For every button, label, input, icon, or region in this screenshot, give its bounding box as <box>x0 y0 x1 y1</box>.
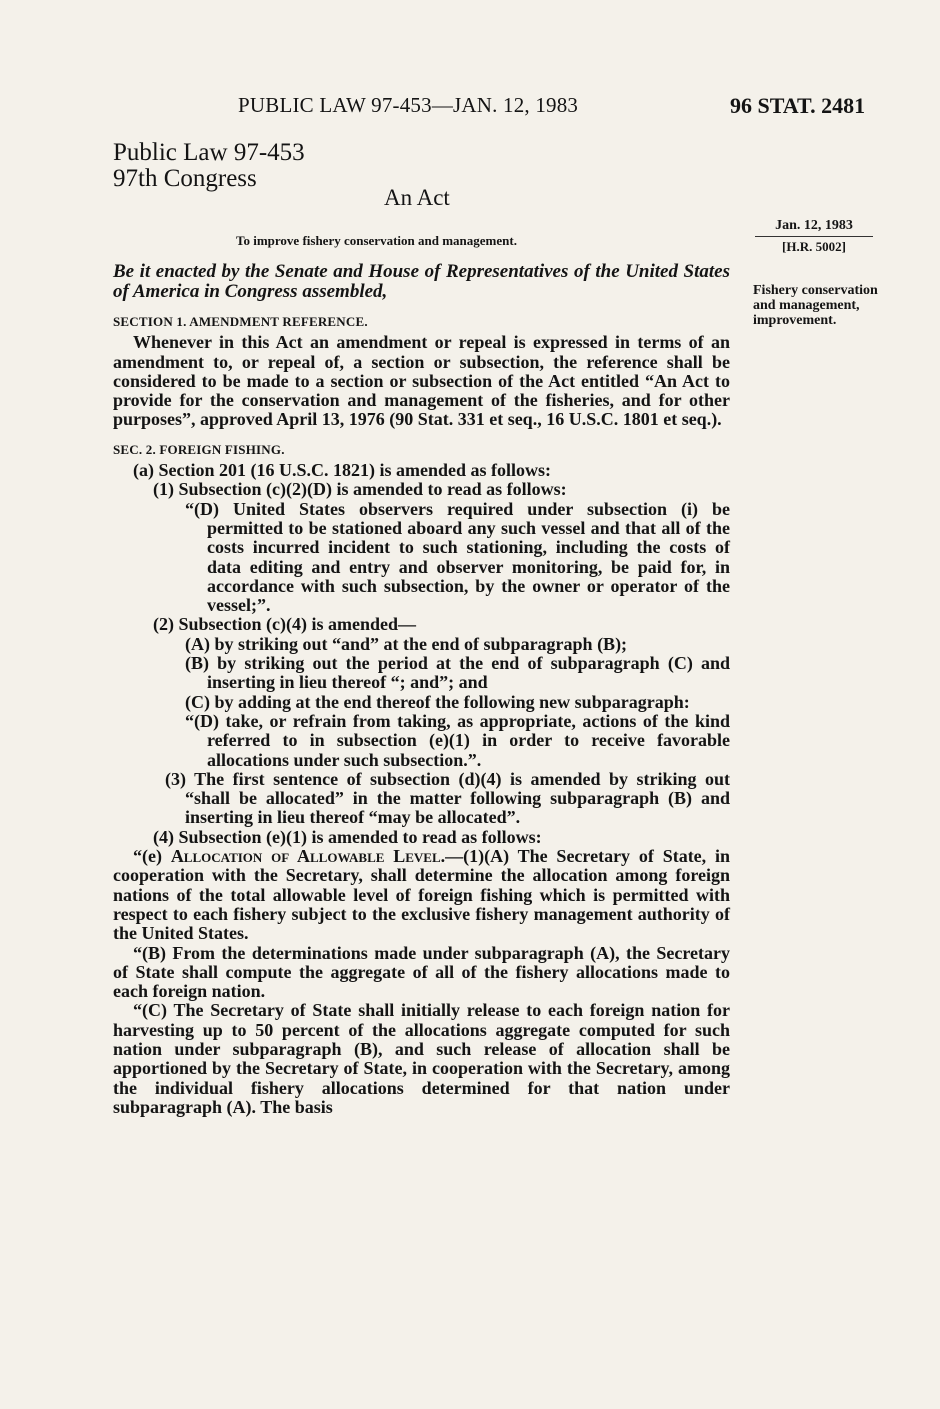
subsection-e-1a <box>113 847 730 943</box>
bleed-through-text <box>540 150 770 169</box>
margin-date: Jan. 12, 1983 <box>755 218 873 237</box>
statute-page-number: 96 STAT. 2481 <box>730 93 866 118</box>
subsection-e-caption: Allocation of Allowable Level. <box>170 846 446 867</box>
subsection-e-prefix: “(e) <box>133 846 162 867</box>
section-1-heading: SECTION 1. AMENDMENT REFERENCE. <box>113 314 368 329</box>
margin-date-block <box>755 218 873 255</box>
act-title: An Act <box>384 185 450 210</box>
congress-number: 97th Congress <box>113 165 257 192</box>
section-1-text: Whenever in this Act an amendment or repeal is expressed in terms of an amendment to, or repeal of, a section or subsection, the reference shall be considered to be made to a section or subsection of the Act entitled “An Act to provide for the conservation and management of the fisheries, and for other purposes”, approved April 13, 1976 (90 Stat. 331 et seq., 16 U.S.C. 1801 et seq.). <box>113 332 730 430</box>
paragraph-2-c: (C) by adding at the end thereof the following new subparagraph: <box>185 691 690 712</box>
act-body <box>113 262 730 1117</box>
paragraph-2-c-d: “(D) take, or refrain from taking, as appropriate, actions of the kind referred to in subsection (e)(1) in order to receive favorable allocations under such subsection.”. <box>185 710 730 770</box>
section-2-heading: SEC. 2. FOREIGN FISHING. <box>113 441 285 457</box>
law-number: Public Law 97-453 <box>113 139 305 166</box>
paragraph-1-d: “(D) United States observers required under subsection (i) be permitted to be stationed aboard any such vessel and that all of the costs incurred incident to such stationing, including the costs of data editing and entry and observer monitoring, be paid for, in accordance with such subsection, by the owner or operator of the vessel;”. <box>185 498 730 616</box>
subsection-e-1b: “(B) From the determinations made under subparagraph (A), the Secretary of State shall compute the aggregate of all of the fishery allocations made to each foreign nation. <box>113 942 730 1002</box>
enacting-clause: Be it enacted by the Senate and House of Representatives of the United States of America in Congress assembled, <box>113 261 730 302</box>
paragraph-1: (1) Subsection (c)(2)(D) is amended to read as follows: <box>153 479 567 500</box>
subsection-e-1c: “(C) The Secretary of State shall initially release to each foreign nation for harvesting up to 50 percent of the allocations aggregate computed for such nation under subparagraph (B), and such release of allocation shall be apportioned by the Secretary of State, in cooperation with the Secretary, among the individual fishery allocations determined for that nation under subparagraph (A). The basis <box>113 1000 730 1117</box>
margin-bill-number: [H.R. 5002] <box>782 239 846 254</box>
paragraph-a: (a) Section 201 (16 U.S.C. 1821) is amended as follows: <box>133 460 551 481</box>
subsection-e-text: —(1)(A) The Secretary of State, in cooperation with the Secretary, shall determine the allocation among foreign nations of the total allowable level of foreign fishing which is permitted with respect to each fishery subject to the exclusive fishery management authority of the United States. <box>113 846 731 944</box>
paragraph-2: (2) Subsection (c)(4) is amended— <box>153 614 416 635</box>
law-identification <box>113 140 305 192</box>
running-header-title: PUBLIC LAW 97-453—JAN. 12, 1983 <box>238 93 579 117</box>
paragraph-2-b: (B) by striking out the period at the end of subparagraph (C) and inserting in lieu thereof “; and”; and <box>185 653 730 693</box>
margin-note: Fishery conservation and management, improvement. <box>753 283 878 328</box>
act-purpose: To improve fishery conservation and management. <box>236 233 517 248</box>
paragraph-3: (3) The first sentence of subsection (d)(4) is amended by striking out “shall be allocated” in the matter following subparagraph (B) and inserting in lieu thereof “may be allocated”. <box>165 768 730 828</box>
paragraph-2-a: (A) by striking out “and” at the end of subparagraph (B); <box>185 633 628 654</box>
paragraph-4: (4) Subsection (e)(1) is amended to read as follows: <box>153 826 542 847</box>
